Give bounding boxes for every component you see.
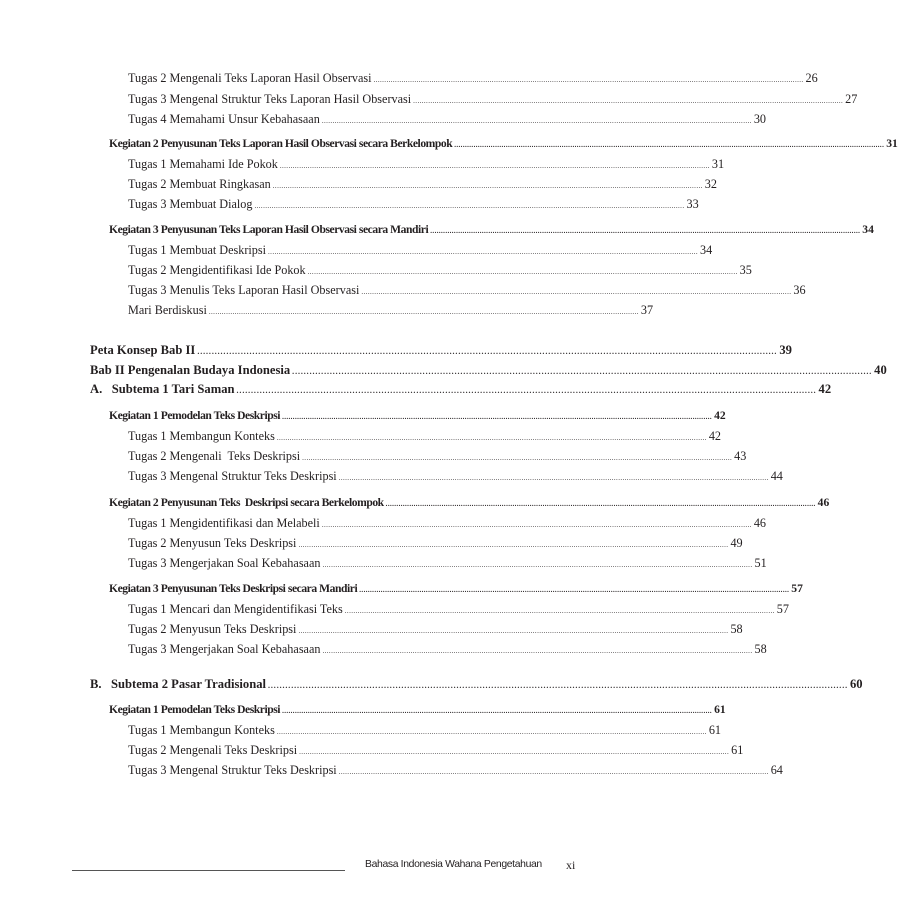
toc-entry bbox=[128, 622, 743, 636]
toc-entry-page: 35 bbox=[739, 263, 752, 277]
dot-leader: ........................................................................................................................................................................................................ bbox=[299, 748, 730, 756]
toc-entry-label: Kegiatan 1 Pemodelan Teks Deskripsi bbox=[109, 409, 281, 422]
toc-entry-page: 34 bbox=[700, 243, 713, 257]
toc-entry-page: 33 bbox=[686, 197, 699, 211]
toc-entry-page: 46 bbox=[753, 516, 767, 530]
dot-leader: ........................................................................................................................................................................................................ bbox=[338, 474, 769, 482]
toc-entry-page: 40 bbox=[874, 363, 887, 377]
toc-entry bbox=[128, 177, 717, 191]
toc-entry-page: 37 bbox=[640, 303, 654, 317]
dot-leader: ........................................................................................................................................................................................................ bbox=[385, 500, 816, 508]
toc-subtheme bbox=[90, 382, 832, 396]
toc-entry-label: Tugas 3 Mengenal Struktur Teks Laporan Hasil Observasi bbox=[128, 92, 412, 106]
toc-entry-page: 57 bbox=[776, 602, 789, 616]
toc-entry-page: 44 bbox=[770, 469, 783, 483]
toc-entry-page: 31 bbox=[711, 157, 725, 171]
toc-entry-label: Tugas 2 Menyusun Teks Deskripsi bbox=[128, 536, 297, 550]
toc-entry-label: Tugas 1 Mengidentifikasi dan Melabeli bbox=[128, 516, 320, 530]
toc-entry-page: 60 bbox=[850, 677, 863, 691]
toc-entry-label: A. Subtema 1 Tari Saman bbox=[90, 382, 235, 396]
toc-activity bbox=[109, 223, 874, 236]
dot-leader: ........................................................................................................................................................................................................ bbox=[307, 268, 738, 276]
toc-entry-label: Tugas 2 Membuat Ringkasan bbox=[128, 177, 271, 191]
dot-leader: ........................................................................................................................................................................................................ bbox=[321, 521, 752, 529]
toc-entry-page: 61 bbox=[731, 743, 744, 757]
toc-entry-page: 42 bbox=[714, 409, 726, 422]
dot-leader: ........................................................................................................................................................................................................ bbox=[454, 141, 885, 149]
toc-entry-label: Mari Berdiskusi bbox=[128, 303, 207, 317]
toc-entry-label: Tugas 3 Membuat Dialog bbox=[128, 197, 253, 211]
dot-leader: ........................................................................................................................................................................................................ bbox=[282, 413, 713, 421]
toc-entry-page: 34 bbox=[862, 223, 874, 236]
toc-entry-label: Kegiatan 3 Penyusunan Teks Deskripsi secara Mandiri bbox=[109, 582, 358, 595]
toc-entry-label: B. Subtema 2 Pasar Tradisional bbox=[90, 677, 266, 691]
toc-entry-page: 46 bbox=[817, 496, 830, 509]
footer-rule bbox=[72, 870, 345, 871]
dot-leader: ........................................................................................................................................................................................................ bbox=[282, 707, 713, 715]
toc-entry bbox=[128, 556, 767, 570]
toc-entry bbox=[128, 602, 789, 616]
toc-entry bbox=[128, 743, 744, 757]
toc-entry bbox=[128, 449, 747, 463]
dot-leader: ........................................................................................................................................................................................................ bbox=[413, 97, 844, 105]
toc-entry-page: 31 bbox=[886, 137, 898, 150]
dot-leader: ........................................................................................................................................................................................................ bbox=[268, 681, 848, 690]
toc-entry-page: 30 bbox=[753, 112, 766, 126]
toc-activity bbox=[109, 496, 830, 509]
dot-leader: ........................................................................................................................................................................................................ bbox=[292, 367, 873, 376]
toc-entry-label: Tugas 3 Menulis Teks Laporan Hasil Observasi bbox=[128, 283, 360, 297]
toc-entry-page: 61 bbox=[714, 703, 726, 716]
toc-entry-page: 61 bbox=[708, 723, 722, 737]
toc-entry-label: Tugas 1 Mencari dan Mengidentifikasi Teks bbox=[128, 602, 343, 616]
toc-entry-label: Tugas 2 Menyusun Teks Deskripsi bbox=[128, 622, 297, 636]
toc-entry bbox=[128, 429, 722, 443]
toc-entry-label: Tugas 1 Membuat Deskripsi bbox=[128, 243, 267, 257]
toc-chapter bbox=[90, 363, 887, 377]
toc-activity bbox=[109, 582, 803, 595]
toc-entry-page: 58 bbox=[754, 642, 767, 656]
dot-leader: ........................................................................................................................................................................................................ bbox=[338, 768, 769, 776]
toc-entry-label: Tugas 2 Mengenali Teks Deskripsi bbox=[128, 449, 301, 463]
dot-leader: ........................................................................................................................................................................................................ bbox=[254, 202, 685, 210]
toc-entry-page: 43 bbox=[734, 449, 747, 463]
footer-page-number: xi bbox=[566, 858, 576, 872]
toc-entry-page: 49 bbox=[730, 536, 743, 550]
toc-entry-label: Tugas 1 Membangun Konteks bbox=[128, 429, 275, 443]
toc-entry-page: 39 bbox=[779, 343, 792, 357]
toc-entry bbox=[128, 642, 767, 656]
dot-leader: ........................................................................................................................................................................................................ bbox=[322, 561, 753, 569]
toc-entry bbox=[128, 157, 725, 171]
dot-leader: ........................................................................................................................................................................................................ bbox=[208, 308, 639, 316]
toc-entry-page: 36 bbox=[793, 283, 806, 297]
toc-entry bbox=[128, 92, 858, 106]
toc-entry-label: Kegiatan 3 Penyusunan Teks Laporan Hasil Observasi secara Mandiri bbox=[109, 223, 429, 236]
dot-leader: ........................................................................................................................................................................................................ bbox=[361, 288, 792, 296]
toc-entry-page: 58 bbox=[730, 622, 743, 636]
toc-entry-page: 42 bbox=[708, 429, 722, 443]
dot-leader: ........................................................................................................................................................................................................ bbox=[197, 347, 778, 356]
toc-entry-page: 26 bbox=[805, 71, 818, 85]
toc-entry-label: Peta Konsep Bab II bbox=[90, 343, 196, 357]
toc-entry bbox=[128, 112, 766, 126]
toc-activity bbox=[109, 137, 898, 150]
toc-entry-page: 42 bbox=[818, 382, 832, 396]
toc-entry-label: Tugas 3 Mengerjakan Soal Kebahasaan bbox=[128, 642, 321, 656]
toc-entry-label: Bab II Pengenalan Budaya Indonesia bbox=[90, 363, 291, 377]
dot-leader: ........................................................................................................................................................................................................ bbox=[321, 117, 752, 125]
toc-activity bbox=[109, 703, 726, 716]
toc-subtheme bbox=[90, 677, 863, 691]
dot-leader: ........................................................................................................................................................................................................ bbox=[276, 728, 707, 736]
dot-leader: ........................................................................................................................................................................................................ bbox=[359, 586, 790, 594]
dot-leader: ........................................................................................................................................................................................................ bbox=[272, 182, 703, 190]
dot-leader: ........................................................................................................................................................................................................ bbox=[236, 386, 817, 395]
toc-entry bbox=[128, 71, 818, 85]
toc-entry-page: 57 bbox=[791, 582, 803, 595]
toc-activity bbox=[109, 409, 726, 422]
toc-entry bbox=[128, 723, 722, 737]
toc-entry-label: Kegiatan 1 Pemodelan Teks Deskripsi bbox=[109, 703, 281, 716]
toc-entry-label: Tugas 2 Mengenali Teks Deskripsi bbox=[128, 743, 298, 757]
toc-entry-label: Kegiatan 2 Penyusunan Teks Laporan Hasil Observasi secara Berkelompok bbox=[109, 137, 453, 150]
toc-entry-label: Kegiatan 2 Penyusunan Teks Deskripsi secara Berkelompok bbox=[109, 496, 384, 509]
toc-entry-label: Tugas 3 Mengenal Struktur Teks Deskripsi bbox=[128, 763, 337, 777]
dot-leader: ........................................................................................................................................................................................................ bbox=[302, 454, 733, 462]
footer-book-title: Bahasa Indonesia Wahana Pengetahuan bbox=[365, 859, 542, 870]
toc-entry-label: Tugas 4 Memahami Unsur Kebahasaan bbox=[128, 112, 320, 126]
toc-entry-page: 27 bbox=[845, 92, 858, 106]
toc-entry-label: Tugas 3 Mengerjakan Soal Kebahasaan bbox=[128, 556, 321, 570]
toc-entry bbox=[128, 469, 783, 483]
toc-entry-page: 51 bbox=[754, 556, 767, 570]
toc-entry bbox=[128, 303, 654, 317]
dot-leader: ........................................................................................................................................................................................................ bbox=[322, 647, 753, 655]
dot-leader: ........................................................................................................................................................................................................ bbox=[279, 162, 710, 170]
toc-entry-page: 64 bbox=[770, 763, 783, 777]
toc-entry bbox=[128, 283, 806, 297]
dot-leader: ........................................................................................................................................................................................................ bbox=[298, 541, 729, 549]
toc-entry bbox=[128, 763, 783, 777]
dot-leader: ........................................................................................................................................................................................................ bbox=[344, 607, 775, 615]
toc-entry bbox=[128, 516, 767, 530]
toc-chapter bbox=[90, 343, 792, 357]
toc-entry-label: Tugas 1 Memahami Ide Pokok bbox=[128, 157, 278, 171]
toc-entry bbox=[128, 197, 699, 211]
toc-entry bbox=[128, 263, 752, 277]
dot-leader: ........................................................................................................................................................................................................ bbox=[298, 627, 729, 635]
toc-entry-page: 32 bbox=[704, 177, 717, 191]
toc-entry-label: Tugas 1 Membangun Konteks bbox=[128, 723, 275, 737]
dot-leader: ........................................................................................................................................................................................................ bbox=[276, 434, 707, 442]
toc-entry bbox=[128, 536, 743, 550]
toc-entry-label: Tugas 3 Mengenal Struktur Teks Deskripsi bbox=[128, 469, 337, 483]
toc-entry-label: Tugas 2 Mengidentifikasi Ide Pokok bbox=[128, 263, 306, 277]
dot-leader: ........................................................................................................................................................................................................ bbox=[268, 248, 699, 256]
dot-leader: ........................................................................................................................................................................................................ bbox=[373, 76, 804, 84]
toc-entry-label: Tugas 2 Mengenali Teks Laporan Hasil Observasi bbox=[128, 71, 372, 85]
toc-entry bbox=[128, 243, 713, 257]
dot-leader: ........................................................................................................................................................................................................ bbox=[430, 227, 861, 235]
